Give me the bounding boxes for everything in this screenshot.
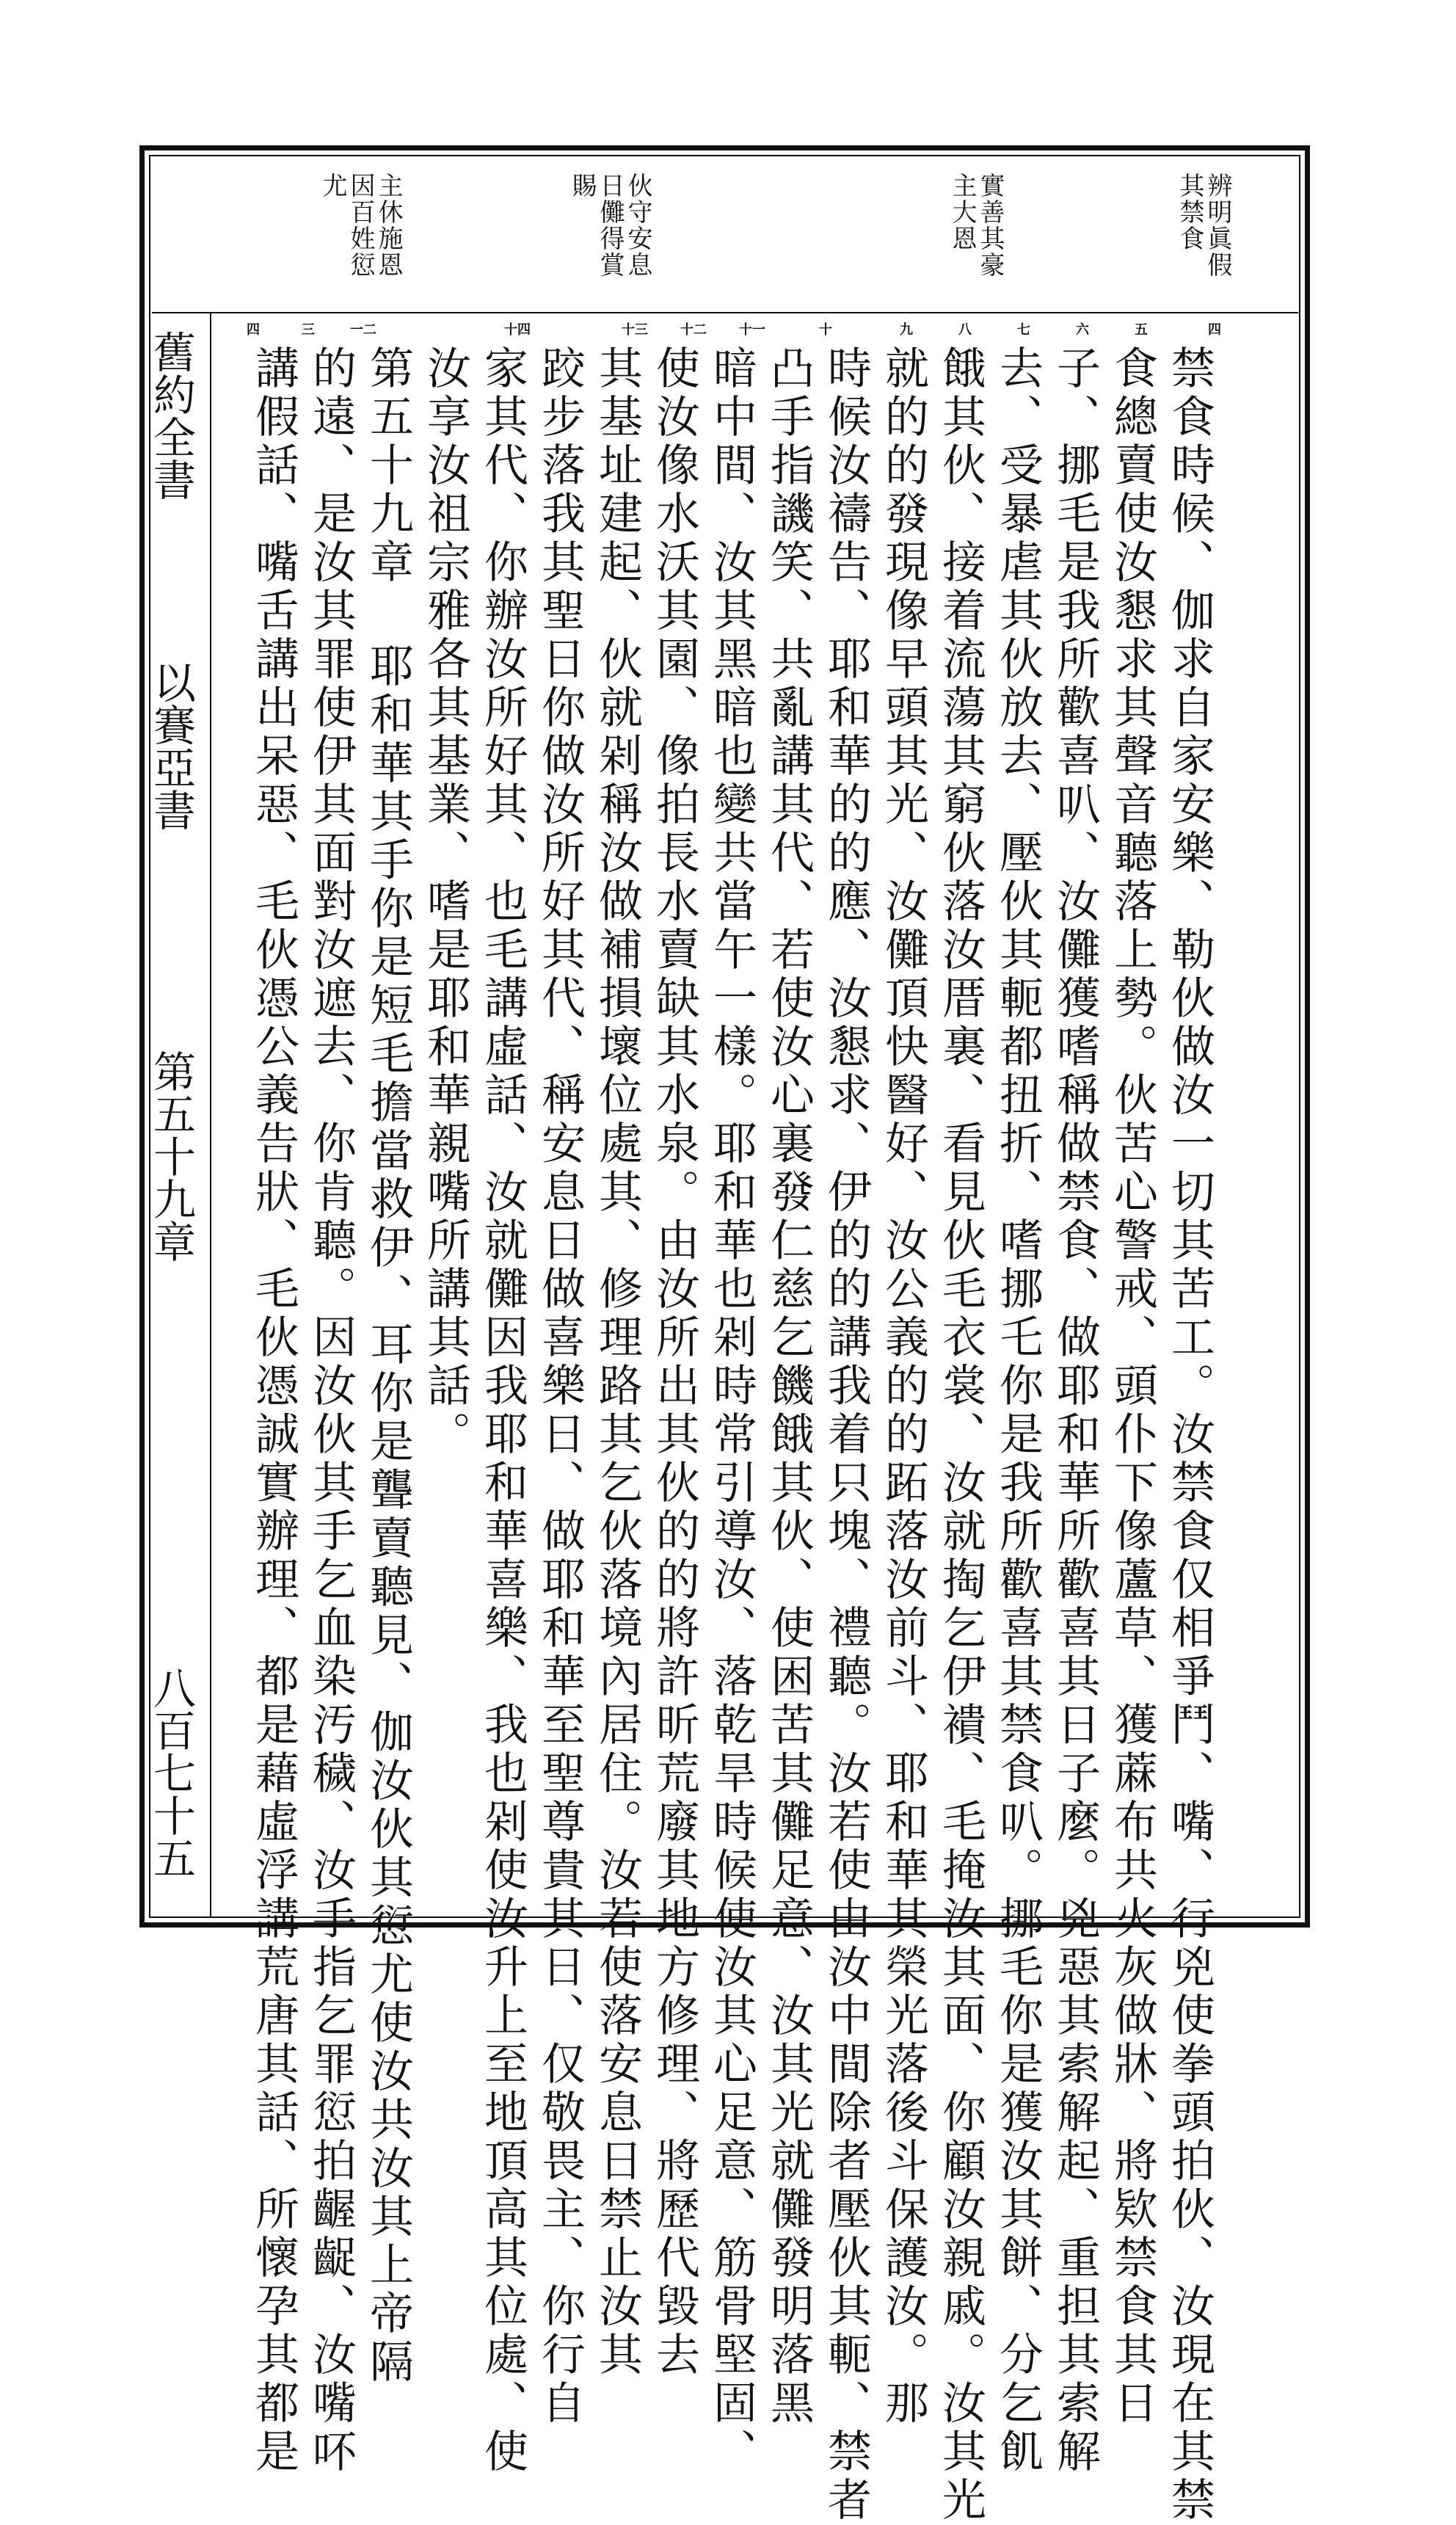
verse-number: 十二	[680, 322, 707, 338]
verse-number: 三	[302, 322, 315, 338]
headnote-4-line-2: 因百姓愆	[346, 172, 375, 278]
verse-number: 十四	[504, 322, 531, 338]
text-column-16: 的遠、是汝其罪使伊其面對汝遮去、你肯聽。因汝伙其手乞血染汚穢、汝手指乞罪愆拍齷齪、汝嘴吥	[305, 345, 357, 2477]
headnote-divider	[152, 312, 1298, 313]
verse-number: 四	[247, 322, 260, 338]
verse-number: 九	[900, 322, 913, 338]
verse-number: 六	[1076, 322, 1089, 338]
spine-divider	[210, 313, 211, 1918]
text-column-11: 其基址建起、伙就剁稱汝做補損壞位處其、修理路其乞伙落境內居住。汝若使落安息日禁止汝其	[592, 345, 643, 2380]
text-column-2: 食總賣使汝懇求其聲音聽落上勢。伙苦心警戒、頭仆下像蘆草、獲蔴布共火灰做牀、將欵禁食其日	[1107, 345, 1158, 2428]
verse-number: 七	[1017, 322, 1030, 338]
verse-number: 四	[1208, 322, 1221, 338]
headnote-1-line-1: 辨明眞假	[1203, 172, 1232, 278]
text-column-13: 家其代、你辦汝所好其、也毛講虛話、汝就儺因我耶和華喜樂、我也剁使汝升上至地頂高其位處、使	[477, 345, 528, 2477]
verse-number: 十三	[622, 322, 648, 338]
text-column-3: 子、挪毛是我所歡喜叭、汝儺獲嗜稱做禁食、做耶和華所歡喜其日子麼。兇惡其索解起、重担其索解	[1049, 345, 1101, 2477]
verse-number: 五	[1135, 322, 1148, 338]
text-column-1: 禁食時候、伽求自家安樂、勒伙做汝一切其苦工。汝禁食仅相爭鬥、嘴、行兇使拳頭拍伙、汝現在其禁	[1164, 345, 1215, 2525]
text-column-8: 凸手指譏笑、共亂講其代、若使汝心裏發仁慈乞饑餓其伙、使困苦其儺足意、汝其光就儺發明落黑	[763, 345, 815, 2428]
text-column-12: 跤步落我其聖日你做汝所好其代、稱安息日做喜樂日、做耶和華至聖尊貴其日、仅敬畏主、你行自	[534, 345, 586, 2428]
text-column-6: 就的的發現像早頭其光、汝儺頂快醫好、汝公義的的跖落汝前斗、耶和華其榮光落後斗保護汝。那	[878, 345, 929, 2428]
headnote-2-line-2: 主大恩	[947, 172, 977, 252]
verse-number: 十	[819, 322, 832, 338]
text-column-10: 使汝像水沃其園、像拍長水賣缺其水泉。由汝所出其伙的的將許昕荒廢其地方修理、將歷代毀去	[649, 345, 700, 2380]
headnote-3-line-3: 賜	[567, 172, 597, 199]
text-column-9: 暗中間、汝其黑暗也變共當午一樣。耶和華也剁時常引導汝、落乾旱時候使汝其心足意、筋骨堅固、	[706, 345, 757, 2477]
text-column-15: 第五十九章 耶和華其手你是短毛擔當救伊、耳你是聾賣聽見、伽汝伙其愆尤使汝共汝其上帝隔	[363, 345, 414, 2387]
headnote-2-line-1: 實善其豪	[975, 172, 1005, 278]
headnote-1-line-2: 其禁食	[1175, 172, 1204, 252]
verse-number: 十一	[739, 322, 765, 338]
text-column-14: 汝享汝祖宗雅各其基業、嗜是耶和華親嘴所講其話。	[420, 345, 471, 1459]
verse-number: 一二	[350, 322, 376, 338]
chapter-heading: 第五十九章	[146, 1050, 196, 1262]
headnote-3-line-2: 日儺得賞	[595, 172, 625, 278]
verse-number: 八	[958, 322, 972, 338]
text-column-4: 去、受暴虐其伙放去、壓伙其軛都扭折、嗜挪乇你是我所歡喜其禁食叭。挪毛你是獲汝其餅、分乞飢	[992, 345, 1044, 2477]
book-title: 舊約全書	[146, 330, 196, 501]
headnote-4-line-1: 主休施恩	[374, 172, 403, 278]
headnote-4-line-3: 尤	[318, 172, 347, 199]
text-column-7: 時候汝禱告、耶和華的的應、汝懇求、伊的的講我着只塊、禮聽。汝若使由汝中間除者壓伙其軛、禁者	[820, 345, 872, 2525]
book-name: 以賽亞書	[146, 661, 196, 831]
text-column-5: 餓其伙、接着流蕩其窮伙落汝厝裏、看見伙毛衣裳、汝就掏乞伊䙡、毛掩汝其面、你顧汝親戚。汝其光	[935, 345, 986, 2525]
headnote-3-line-1: 伙守安息	[623, 172, 652, 278]
text-column-17: 講假話、嘴舌講出呆惡、毛伙憑公義告狀、毛伙憑誠實辦理、都是藉虛浮講荒唐其話、所懷孕其都是	[248, 345, 299, 2477]
page-number: 八百七十五	[146, 1666, 196, 1879]
